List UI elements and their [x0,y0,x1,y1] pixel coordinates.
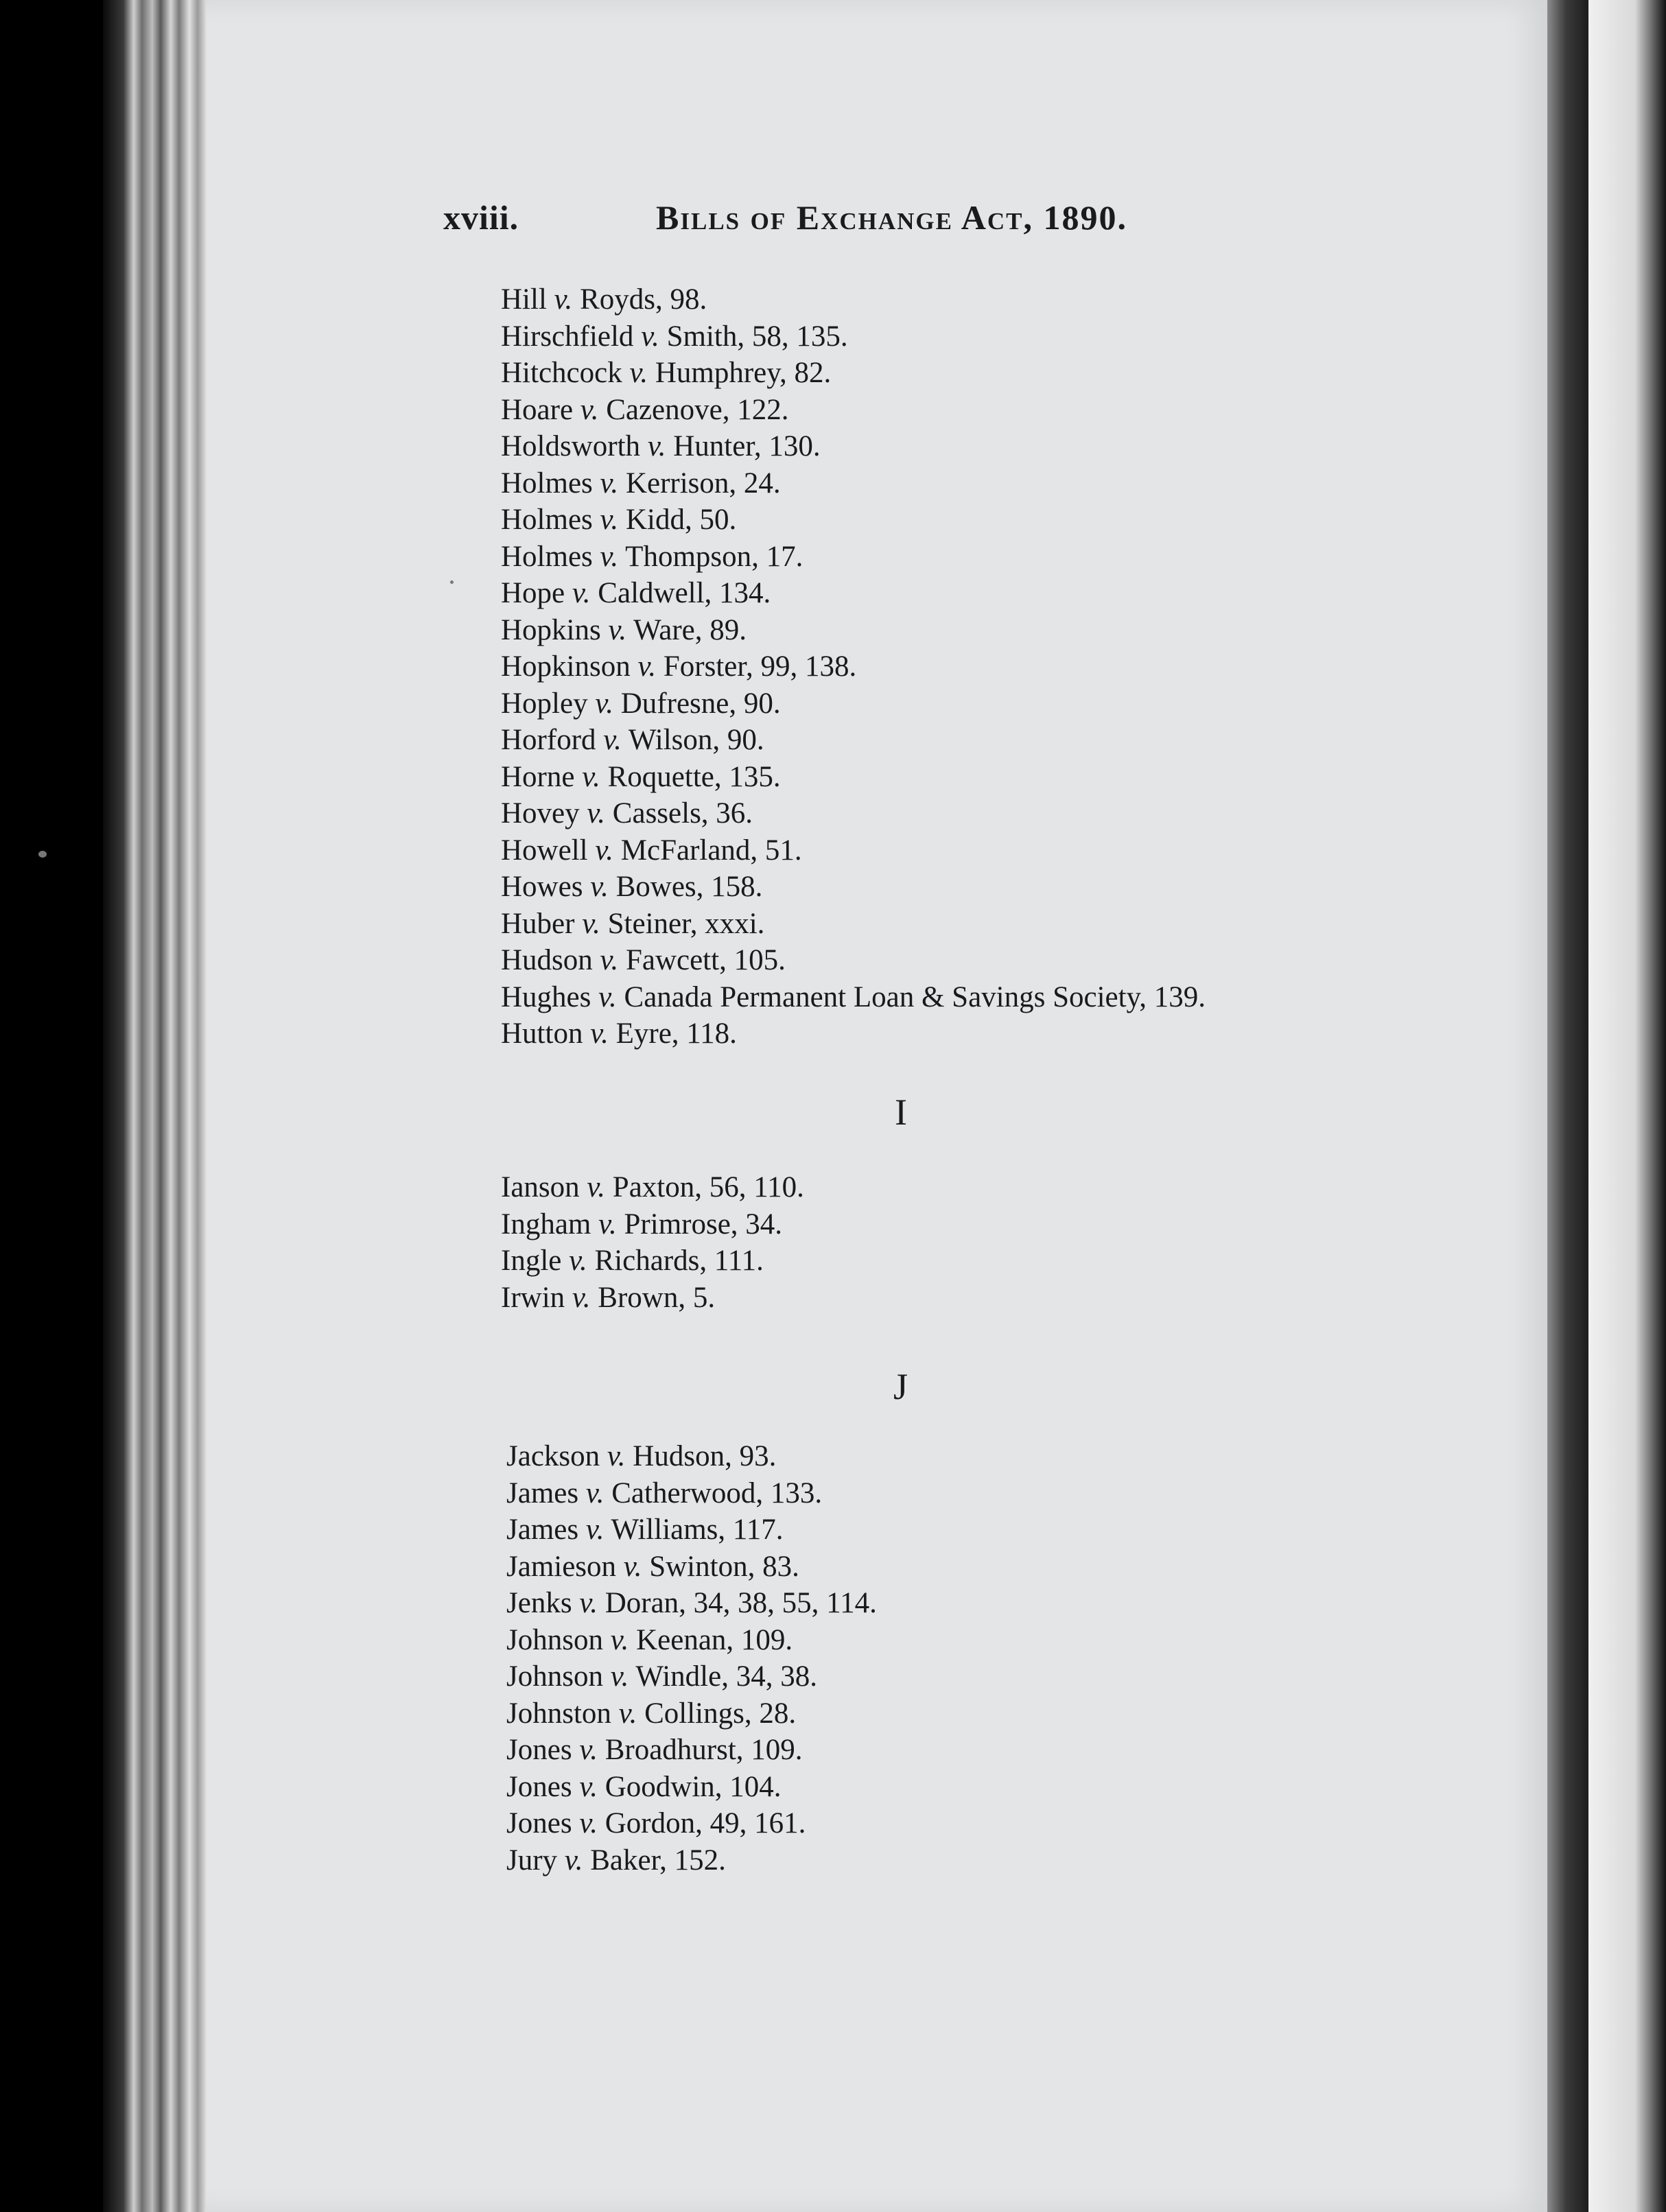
case-plaintiff: Jury [506,1844,558,1876]
case-defendant-and-pages: Thompson, 17. [625,540,803,573]
case-plaintiff: Johnson [506,1623,603,1656]
versus-abbrev: v. [590,871,609,903]
versus-abbrev: v. [579,1734,598,1766]
case-entry [506,1769,1412,1806]
case-defendant-and-pages: Caldwell, 134. [598,577,771,609]
case-entry [501,1206,1407,1243]
case-defendant-and-pages: Doran, 34, 38, 55, 114. [605,1587,877,1619]
case-entry [506,1585,1412,1622]
case-defendant-and-pages: Catherwood, 133. [611,1476,823,1509]
case-defendant-and-pages: Roquette, 135. [607,760,781,793]
page-title: Bills of Exchange Act, 1890. [656,198,1127,237]
case-plaintiff: Hovey [501,797,580,830]
section-letter-j: J [893,1366,908,1407]
versus-abbrev: v. [587,1171,606,1203]
case-defendant-and-pages: Eyre, 118. [615,1017,737,1050]
case-entry [506,1438,1412,1475]
case-plaintiff: Jackson [506,1440,600,1472]
versus-abbrev: v. [600,467,619,499]
case-plaintiff: Holmes [501,504,593,536]
case-defendant-and-pages: Cazenove, 122. [606,393,789,426]
case-entry [501,355,1407,392]
case-entry [506,1622,1412,1659]
case-defendant-and-pages: Royds, 98. [580,283,707,316]
case-defendant-and-pages: Windle, 34, 38. [635,1660,817,1693]
case-defendant-and-pages: Bowes, 158. [615,871,763,903]
case-list-h [501,281,1407,1052]
case-entry [501,795,1407,832]
case-plaintiff: Horford [501,724,596,756]
versus-abbrev: v. [607,1440,626,1472]
case-plaintiff: Hopley [501,687,588,720]
case-defendant-and-pages: Steiner, xxxi. [607,907,765,940]
case-plaintiff: Hughes [501,980,591,1013]
case-defendant-and-pages: Brown, 5. [598,1281,716,1314]
versus-abbrev: v. [629,357,648,389]
case-entry [506,1732,1412,1769]
case-defendant-and-pages: Wilson, 90. [628,724,764,756]
case-entry [501,281,1407,318]
case-plaintiff: Huber [501,907,575,940]
case-defendant-and-pages: Dufresne, 90. [620,687,781,720]
case-entry [501,906,1407,943]
versus-abbrev: v. [641,320,659,353]
case-defendant-and-pages: Canada Permanent Loan & Savings Society, 139. [624,980,1206,1013]
case-entry [501,465,1407,502]
section-letter-i: I [895,1092,907,1133]
case-plaintiff: James [506,1476,579,1509]
case-defendant-and-pages: Williams, 117. [611,1514,784,1546]
case-defendant-and-pages: Collings, 28. [644,1697,797,1730]
case-entry [506,1511,1412,1549]
case-plaintiff: Hutton [501,1017,583,1050]
case-defendant-and-pages: Humphrey, 82. [655,357,832,389]
case-plaintiff: Jones [506,1734,572,1766]
case-plaintiff: Hirschfield [501,320,634,353]
case-defendant-and-pages: Keenan, 109. [636,1623,793,1656]
versus-abbrev: v. [572,577,591,609]
case-plaintiff: Hoare [501,393,574,426]
case-entry [501,392,1407,429]
case-plaintiff: Horne [501,760,575,793]
case-plaintiff: Ianson [501,1171,580,1203]
case-defendant-and-pages: Forster, 99, 138. [663,650,857,683]
case-entry [501,1280,1407,1317]
versus-abbrev: v. [587,797,606,830]
case-entry [501,1015,1407,1052]
case-plaintiff: Jamieson [506,1550,617,1583]
versus-abbrev: v. [585,1514,605,1546]
versus-abbrev: v. [579,1587,598,1619]
case-plaintiff: Hudson [501,944,593,976]
versus-abbrev: v. [585,1476,605,1509]
case-plaintiff: Johnson [506,1660,603,1693]
versus-abbrev: v. [600,504,619,536]
case-entry [501,759,1407,796]
case-entry [501,869,1407,906]
versus-abbrev: v. [590,1017,609,1050]
case-plaintiff: Jenks [506,1587,572,1619]
facing-page-edge [1588,0,1666,2212]
versus-abbrev: v. [598,980,617,1013]
case-defendant-and-pages: Richards, 111. [594,1245,764,1277]
case-plaintiff: James [506,1514,579,1546]
case-defendant-and-pages: Cassels, 36. [612,797,753,830]
case-plaintiff: Hopkins [501,613,601,646]
case-entry [501,685,1407,722]
versus-abbrev: v. [569,1245,587,1277]
case-entry [501,539,1407,576]
versus-abbrev: v. [579,1770,598,1803]
versus-abbrev: v. [603,724,622,756]
versus-abbrev: v. [600,540,619,573]
book-page-edges [103,0,206,2212]
case-entry [501,979,1407,1016]
versus-abbrev: v. [572,1281,591,1314]
case-plaintiff: Hitchcock [501,357,622,389]
case-plaintiff: Jones [506,1770,572,1803]
case-entry [501,575,1407,612]
case-plaintiff: Johnston [506,1697,611,1730]
versus-abbrev: v. [582,760,600,793]
versus-abbrev: v. [647,430,666,462]
case-list-j [506,1438,1412,1879]
case-plaintiff: Hopkinson [501,650,631,683]
case-entry [501,1243,1407,1280]
case-plaintiff: Hope [501,577,565,609]
case-entry [506,1695,1412,1732]
case-entry [501,612,1407,649]
case-defendant-and-pages: Gordon, 49, 161. [605,1807,806,1839]
case-plaintiff: Holdsworth [501,430,641,462]
versus-abbrev: v. [595,834,613,867]
versus-abbrev: v. [608,613,627,646]
case-plaintiff: Howell [501,834,588,867]
versus-abbrev: v. [618,1697,637,1730]
case-defendant-and-pages: Paxton, 56, 110. [612,1171,804,1203]
case-defendant-and-pages: Kidd, 50. [625,504,737,536]
case-plaintiff: Ingham [501,1208,591,1240]
case-entry [501,1169,1407,1206]
case-entry [501,648,1407,685]
versus-abbrev: v. [579,1807,598,1839]
case-entry [501,722,1407,759]
book-gutter-shadow [1547,0,1588,2212]
case-entry [506,1549,1412,1586]
case-defendant-and-pages: Baker, 152. [590,1844,726,1876]
case-defendant-and-pages: Hunter, 130. [673,430,821,462]
case-defendant-and-pages: Broadhurst, 109. [605,1734,803,1766]
case-entry [501,318,1407,355]
versus-abbrev: v. [582,907,600,940]
case-entry [501,502,1407,539]
case-defendant-and-pages: Ware, 89. [633,613,747,646]
case-defendant-and-pages: Swinton, 83. [649,1550,799,1583]
case-entry [506,1658,1412,1695]
versus-abbrev: v. [600,944,619,976]
case-defendant-and-pages: Smith, 58, 135. [666,320,848,353]
versus-abbrev: v. [554,283,573,316]
case-entry [506,1475,1412,1512]
case-plaintiff: Howes [501,871,583,903]
case-defendant-and-pages: Kerrison, 24. [625,467,781,499]
versus-abbrev: v. [564,1844,583,1876]
case-entry [501,428,1407,465]
case-defendant-and-pages: McFarland, 51. [620,834,802,867]
case-list-i [501,1169,1407,1316]
versus-abbrev: v. [610,1623,629,1656]
case-defendant-and-pages: Fawcett, 105. [625,944,786,976]
case-entry [501,942,1407,979]
versus-abbrev: v. [623,1550,642,1583]
case-plaintiff: Hill [501,283,547,316]
case-plaintiff: Irwin [501,1281,565,1314]
case-plaintiff: Holmes [501,540,593,573]
case-entry [506,1805,1412,1842]
versus-abbrev: v. [610,1660,629,1693]
case-defendant-and-pages: Goodwin, 104. [605,1770,782,1803]
case-defendant-and-pages: Hudson, 93. [633,1440,777,1472]
case-entry [506,1842,1412,1879]
case-plaintiff: Holmes [501,467,593,499]
scan-speck [450,580,454,584]
running-head [443,198,1205,246]
versus-abbrev: v. [595,687,613,720]
versus-abbrev: v. [598,1208,617,1240]
page-number: xviii. [443,198,519,237]
case-plaintiff: Ingle [501,1245,562,1277]
scan-speck [38,851,47,858]
versus-abbrev: v. [637,650,657,683]
case-entry [501,832,1407,869]
case-plaintiff: Jones [506,1807,572,1839]
versus-abbrev: v. [580,393,599,426]
case-defendant-and-pages: Primrose, 34. [624,1208,783,1240]
